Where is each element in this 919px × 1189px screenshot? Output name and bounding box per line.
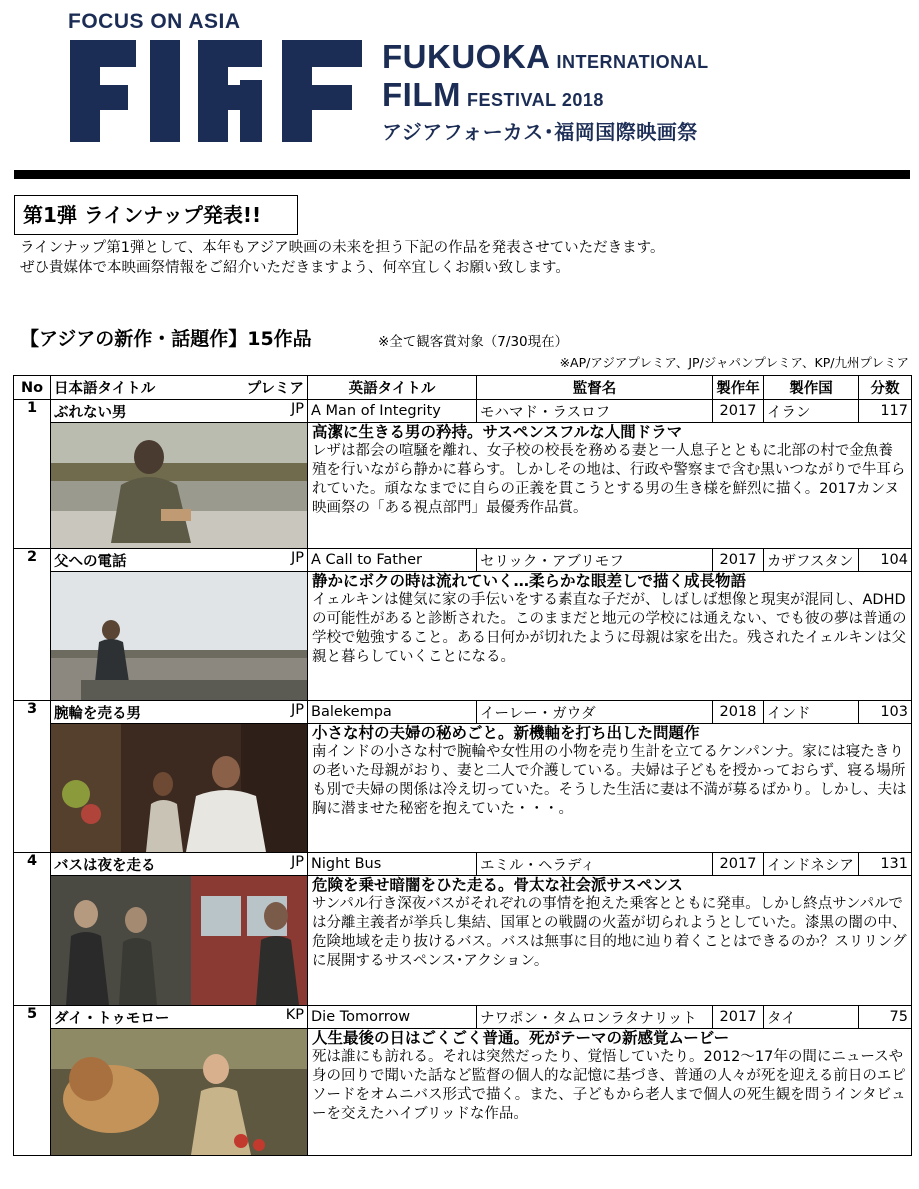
film-no: 1 bbox=[14, 400, 51, 549]
film-info-row bbox=[14, 853, 912, 876]
header-director: 監督名 bbox=[477, 376, 713, 400]
film-still-image bbox=[51, 876, 308, 1006]
announcement-title: 第1弾 ラインナップ発表!! bbox=[14, 195, 298, 235]
festival-title-japanese: アジアフォーカス･福岡国際映画祭 bbox=[382, 120, 698, 144]
film-headline: 静かにボクの時は流れていく…柔らかな眼差しで描く成長物語 bbox=[312, 572, 747, 590]
film-detail-row bbox=[14, 1029, 912, 1156]
festival-header bbox=[0, 0, 919, 160]
film-headline: 小さな村の夫婦の秘めごと。新機軸を打ち出した問題作 bbox=[312, 724, 700, 742]
film-year: 2017 bbox=[713, 853, 764, 876]
film-minutes: 103 bbox=[859, 701, 912, 724]
film-detail-row bbox=[14, 572, 912, 701]
film-country: カザフスタン bbox=[764, 549, 859, 572]
film-en-title: Die Tomorrow bbox=[308, 1006, 477, 1029]
film-year: 2017 bbox=[713, 549, 764, 572]
film-detail-row bbox=[14, 876, 912, 1006]
film-synopsis: イェルキンは健気に家の手伝いをする素直な子だが、しばしば想像と現実が混同し、ADHDの可能性があると診断された。このままだと地元の学校には通えない、でも彼の夢は普通の学校で勉強すること。ある日何かが切れたように母親は家を出た。残されたイェルキンは父親と暮らしていくことになる。 bbox=[312, 592, 907, 665]
film-director: イーレー・ガウダ bbox=[477, 701, 713, 724]
intro-line: ぜひ貴媒体で本映画祭情報をご紹介いただきますよう、何卒宜しくお願い致します。 bbox=[20, 260, 570, 276]
film-still-image bbox=[51, 724, 308, 853]
film-still-image bbox=[51, 572, 308, 701]
film-no: 2 bbox=[14, 549, 51, 701]
film-description bbox=[308, 1029, 912, 1156]
film-info-row bbox=[14, 400, 912, 423]
film-minutes: 75 bbox=[859, 1006, 912, 1029]
film-detail-row bbox=[14, 724, 912, 853]
film-detail-row bbox=[14, 423, 912, 549]
festival-title-line2: FILM FESTIVAL 2018 bbox=[382, 76, 604, 113]
section-title: 【アジアの新作・話題作】15作品 bbox=[20, 328, 312, 350]
film-synopsis: レザは都会の喧騒を離れ、女子校の校長を務める妻と一人息子とともに北部の村で金魚養殖を行いながら静かに暮らす。しかしその地は、行政や警察まで含む黒いつながりで牛耳られていた。頑ななまでに自らの正義を貫こうとする男の生き様を鮮烈に描く。2017カンヌ映画祭の「ある視点部門」最優秀作品賞。 bbox=[312, 443, 906, 516]
film-jp-title: バスは夜を走る JP bbox=[51, 853, 308, 876]
film-synopsis: 南インドの小さな村で腕輪や女性用の小物を売り生計を立てるケンパンナ。家には寝たきりの老いた母親がおり、妻と二人で介護している。夫婦は子どもを授かっておらず、寝る場所も別で夫婦の関係は冷え切っていた。そうした生活に妻は不満が募るばかり。しかし、夫は胸に潜ませた秘密を抱えていた・・・。 bbox=[312, 744, 907, 817]
film-country: イラン bbox=[764, 400, 859, 423]
film-description bbox=[308, 572, 912, 701]
film-still-image bbox=[51, 1029, 308, 1156]
film-country: インド bbox=[764, 701, 859, 724]
focus-on-asia-label: FOCUS ON ASIA bbox=[68, 10, 241, 33]
fiff-logo-mark bbox=[70, 40, 362, 142]
film-jp-title: ダイ・トゥモロー KP bbox=[51, 1006, 308, 1029]
film-headline: 危険を乗せ暗闇をひた走る。骨太な社会派サスペンス bbox=[312, 876, 683, 894]
announcement-intro bbox=[20, 238, 910, 278]
film-country: インドネシア bbox=[764, 853, 859, 876]
film-minutes: 117 bbox=[859, 400, 912, 423]
intro-line: ラインナップ第1弾として、本年もアジア映画の未来を担う下記の作品を発表させていただきます。 bbox=[20, 240, 665, 256]
film-year: 2017 bbox=[713, 1006, 764, 1029]
header-no: No bbox=[14, 376, 51, 400]
film-minutes: 104 bbox=[859, 549, 912, 572]
header-year: 製作年 bbox=[713, 376, 764, 400]
film-lineup-table bbox=[13, 375, 912, 1156]
film-headline: 高潔に生きる男の矜持。サスペンスフルな人間ドラマ bbox=[312, 423, 683, 441]
film-no: 4 bbox=[14, 853, 51, 1006]
film-synopsis: サンパル行き深夜バスがそれぞれの事情を抱えた乗客とともに発車。しかし終点サンパルでは分離主義者が挙兵し集結、国軍との戦闘の火蓋が切られようとしていた。漆黒の闇の中、危険地域を走り抜けるバス。バスは無事に目的地に辿り着くことはできるのか？スリリングに展開するサスペンス･アクション。 bbox=[312, 896, 907, 969]
film-en-title: A Man of Integrity bbox=[308, 400, 477, 423]
film-still-image bbox=[51, 423, 308, 549]
film-jp-title: 腕輪を売る男 JP bbox=[51, 701, 308, 724]
header-minutes: 分数 bbox=[859, 376, 912, 400]
film-en-title: Balekempa bbox=[308, 701, 477, 724]
section-note: ※全て観客賞対象（7/30現在） bbox=[378, 334, 569, 350]
film-year: 2018 bbox=[713, 701, 764, 724]
film-director: ナワポン・タムロンラタナリット bbox=[477, 1006, 713, 1029]
table-header-row bbox=[14, 376, 912, 400]
festival-title-line1: FUKUOKA INTERNATIONAL bbox=[382, 38, 709, 75]
film-en-title: A Call to Father bbox=[308, 549, 477, 572]
film-jp-title: 父への電話 JP bbox=[51, 549, 308, 572]
film-info-row bbox=[14, 1006, 912, 1029]
film-en-title: Night Bus bbox=[308, 853, 477, 876]
header-divider bbox=[14, 170, 910, 179]
header-en-title: 英語タイトル bbox=[308, 376, 477, 400]
film-headline: 人生最後の日はごくごく普通。死がテーマの新感覚ムービー bbox=[312, 1029, 730, 1047]
film-director: セリック・アブリモフ bbox=[477, 549, 713, 572]
header-jp-title: 日本語タイトル プレミア bbox=[51, 376, 308, 400]
film-director: エミル・ヘラディ bbox=[477, 853, 713, 876]
film-info-row bbox=[14, 549, 912, 572]
film-synopsis: 死は誰にも訪れる。それは突然だったり、覚悟していたり。2012～17年の間にニュースや身の回りで聞いた話など監督の個人的な記憶に基づき、普通の人々が死を迎える前日のエピソードをオムニバス形式で描く。また、子どもから老人まで個人の死生観を問うインタビューを交えたハイブリッドな作品。 bbox=[312, 1049, 906, 1122]
film-no: 5 bbox=[14, 1006, 51, 1156]
film-minutes: 131 bbox=[859, 853, 912, 876]
film-no: 3 bbox=[14, 701, 51, 853]
film-description bbox=[308, 876, 912, 1006]
film-description bbox=[308, 423, 912, 549]
film-country: タイ bbox=[764, 1006, 859, 1029]
film-year: 2017 bbox=[713, 400, 764, 423]
film-director: モハマド・ラスロフ bbox=[477, 400, 713, 423]
film-description bbox=[308, 724, 912, 853]
film-info-row bbox=[14, 701, 912, 724]
premiere-legend: ※AP/アジアプレミア、JP/ジャパンプレミア、KP/九州プレミア bbox=[559, 355, 909, 370]
header-country: 製作国 bbox=[764, 376, 859, 400]
film-jp-title: ぶれない男 JP bbox=[51, 400, 308, 423]
